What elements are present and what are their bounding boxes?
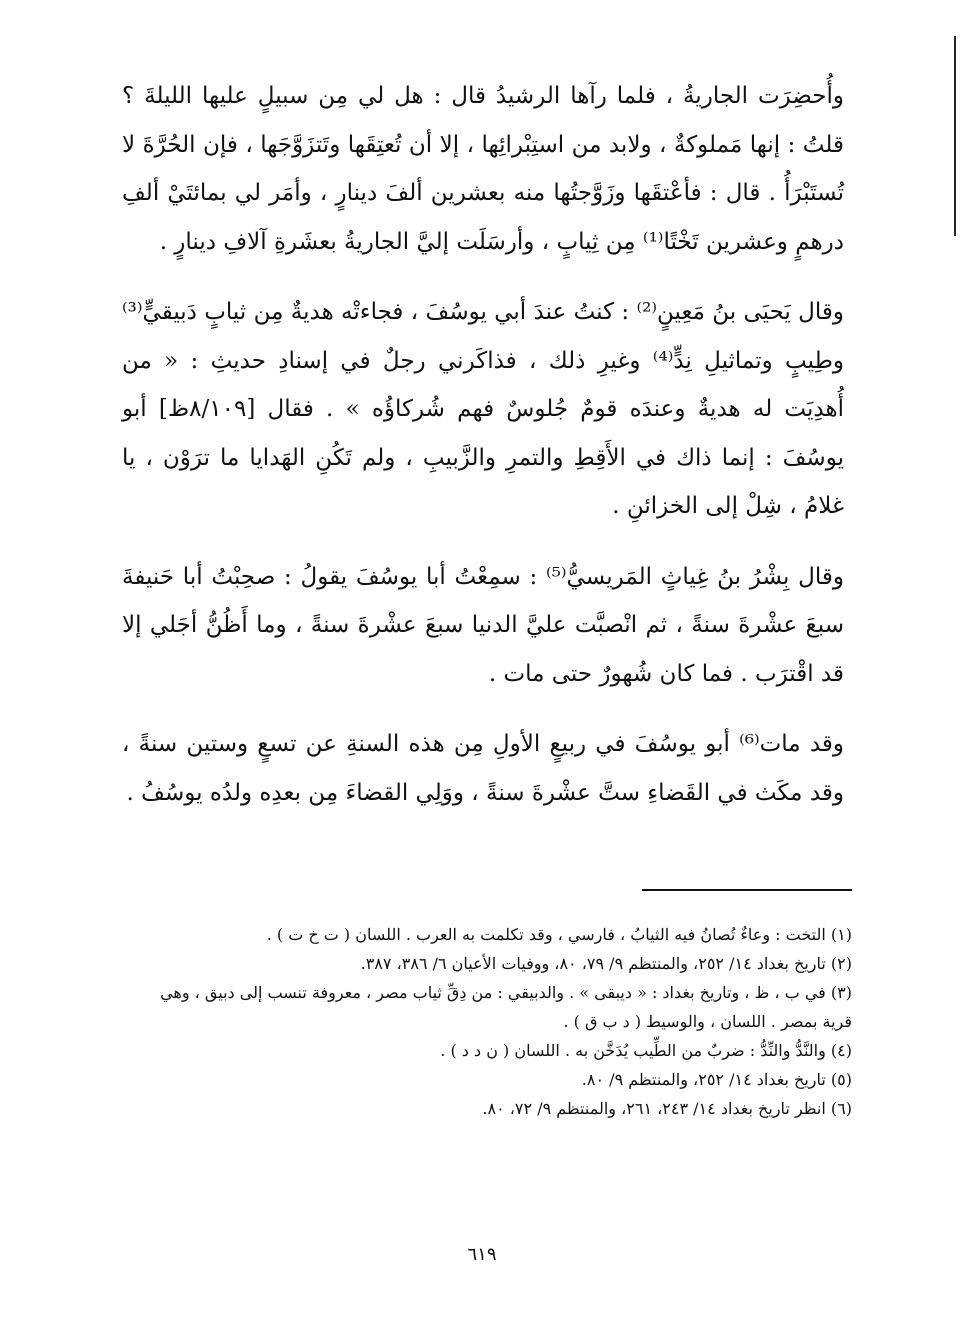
footnote-separator [642, 889, 852, 891]
page-edge-line [954, 36, 956, 236]
footnotes [130, 920, 852, 1123]
paragraph-4: وقد مات⁽⁶⁾ أبو يوسُفَ في ربيعٍ الأولِ مِن هذه السنةِ عن تسعٍ وستين سنةً ، وقد مكَث في القَضاءِ ستَّ عشْرةَ سنةً ، ووَلِي القضاءَ مِن بعدِه ولدُه يوسُفُ . [122, 731, 844, 806]
footnote-5: (٥) تاريخ بغداد ١٤/ ٢٥٢، والمنتظم ٩/ ٨٠. [581, 1070, 852, 1089]
page-number: ٦١٩ [467, 1244, 497, 1265]
footnote-6: (٦) انظر تاريخ بغداد ١٤/ ٢٤٣، ٢٦١، والمنتظم ٩/ ٧٢، ٨٠. [482, 1099, 852, 1118]
footnote-3: (٣) في ب ، ظ ، وتاريخ بغداد : « ديبقى » . والدبيقي : من دِقِّ ثياب مصر ، معروفة تنسب إلى دبيق ، وهي قرية بمصر . اللسان ، والوسيط ( د ب ق ) . [160, 983, 852, 1031]
footnote-4: (٤) والنَّدُّ والنِّدُّ : ضربٌ من الطِّيب يُدَخَّن به . اللسان ( ن د د ) . [440, 1041, 852, 1060]
paragraph-1: وأُحضِرَت الجاريةُ ، فلما رآها الرشيدُ قال : هل لي مِن سبيلٍ عليها الليلةَ ؟ قلتُ : إنها مَملوكةٌ ، ولابد من استِبْرائِها ، إلا أن تُعتِقَها وتَتزَوَّجَها ، فإن الحُرَّةَ لا تُستَبْرَأُ . قال : فأعْتقَها وزَوَّجتُها منه بعشرين ألفَ دينارٍ ، وأمَر لي بمائتَيْ ألفِ درهمٍ وعشرين تَخْتًا⁽¹⁾ مِن ثِيابٍ ، وأرسَلَت إليَّ الجاريةُ بعشَرةِ آلافِ دينارٍ . [122, 83, 844, 255]
footnote-2: (٢) تاريخ بغداد ١٤/ ٢٥٢، والمنتظم ٩/ ٧٩، ٨٠، ووفيات الأعيان ٦/ ٣٨٦، ٣٨٧. [360, 954, 852, 973]
footnote-1: (١) التخت : وعاءٌ تُصانُ فيه الثيابُ ، فارسي ، وقد تكلمت به العرب . اللسان ( ت خ ت ) . [266, 925, 852, 944]
main-text [122, 72, 844, 817]
paragraph-2: وقال يَحيَى بنُ مَعِينٍ⁽²⁾ : كنتُ عندَ أبي يوسُفَ ، فجاءتْه هديةٌ مِن ثيابٍ دَبيقيٍّ⁽³⁾ وطِيبٍ وتماثيلِ نِدٍّ⁽⁴⁾ وغيرِ ذلك ، فذاكَرني رجلٌ في إسنادِ حديثِ : « من أُهدِيَت له هديةٌ وعندَه قومٌ جُلوسٌ فهم شُركاؤُه » . فقال [٨/١٠٩ظ] أبو يوسُفَ : إنما ذاك في الأَقِطِ والتمرِ والزَّبيبِ ، ولم تَكُنِ الهَدايا ما ترَوْن ، يا غلامُ ، شِلْ إلى الخزائنِ . [122, 299, 844, 519]
paragraph-3: وقال بِشْرُ بنُ غِياثٍ المَريسيُّ⁽⁵⁾ : سمِعْتُ أبا يوسُفَ يقولُ : صحِبْتُ أبا حَنيفةَ سبعَ عشْرةَ سنةً ، ثم انْصبَّت عليَّ الدنيا سبعَ عشْرةَ سنةً ، وما أَظُنُّ أجَلي إلا قد اقْترَب . فما كان شُهورٌ حتى مات . [122, 563, 844, 687]
